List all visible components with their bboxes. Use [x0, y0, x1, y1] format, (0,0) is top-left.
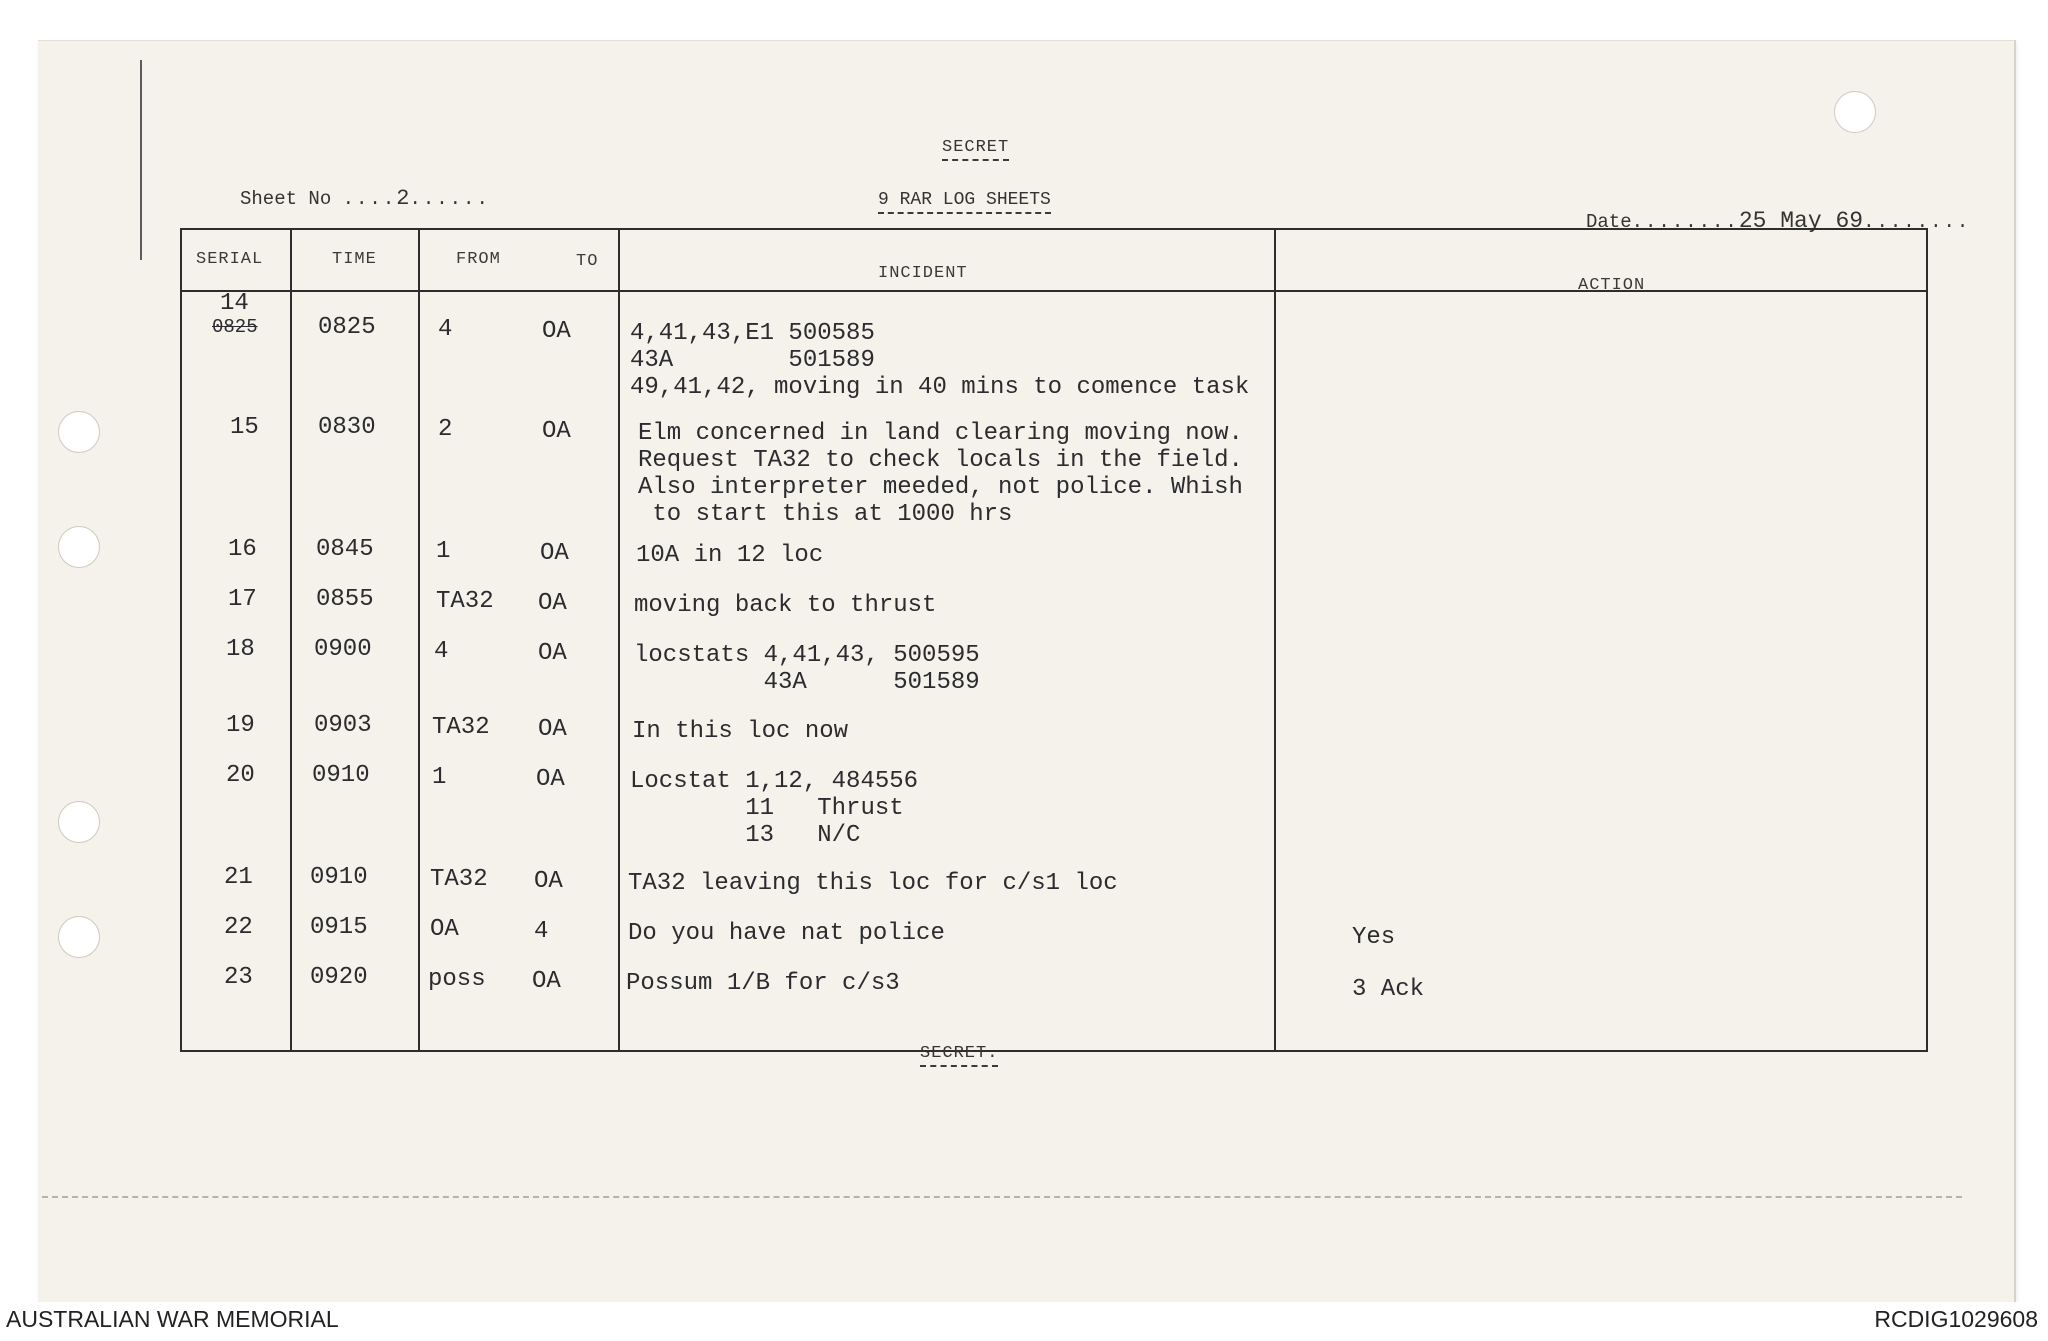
incident-cell: 4,41,43,E1 500585 43A 501589 49,41,42, moving in 40 mins to comence task — [630, 320, 1250, 401]
from-cell: poss — [428, 966, 486, 993]
incident-cell: Elm concerned in land clearing moving now. Request TA32 to check locals in the field. Also interpreter meeded, not police. Whish to start this at 1000 hrs — [638, 420, 1243, 528]
serial-cell: 15 — [230, 414, 259, 441]
col-incident: INCIDENT — [878, 264, 968, 283]
time-cell: 0855 — [316, 586, 374, 613]
punch-hole — [58, 411, 100, 453]
serial-cell: 18 — [226, 636, 255, 663]
struck-serial: 0825 — [212, 316, 258, 338]
sheet-value: 2 — [396, 186, 410, 211]
incident-cell: Do you have nat police — [628, 920, 945, 947]
time-cell: 0920 — [310, 964, 368, 991]
from-cell: TA32 — [430, 866, 488, 893]
to-cell: 4 — [534, 918, 549, 945]
archive-id: RCDIG1029608 — [1874, 1306, 2038, 1332]
from-cell: TA32 — [436, 588, 494, 615]
time-cell: 0825 — [318, 314, 376, 341]
time-cell: 0900 — [314, 636, 372, 663]
time-cell: 0845 — [316, 536, 374, 563]
classification-top: SECRET — [942, 138, 1009, 161]
serial-cell: 20 — [226, 762, 255, 789]
serial-cell: 16 — [228, 536, 257, 563]
log-table — [180, 228, 1928, 1052]
from-cell: 4 — [434, 638, 449, 665]
archive-credit: AUSTRALIAN WAR MEMORIAL — [6, 1306, 339, 1332]
to-cell: OA — [532, 968, 561, 995]
from-cell: 1 — [432, 764, 447, 791]
time-cell: 0830 — [318, 414, 376, 441]
col-to: TO — [576, 252, 599, 271]
col-from: FROM — [456, 250, 501, 269]
from-cell: 2 — [438, 416, 453, 443]
to-cell: OA — [540, 540, 569, 567]
punch-hole — [58, 916, 100, 958]
time-cell: 0915 — [310, 914, 368, 941]
sheet-number: Sheet No ....2...... — [240, 186, 490, 211]
serial-cell: 19 — [226, 712, 255, 739]
col-divider — [290, 230, 292, 1050]
col-divider — [418, 230, 420, 1050]
punch-hole — [58, 526, 100, 568]
time-cell: 0910 — [312, 762, 370, 789]
to-cell: OA — [542, 318, 571, 345]
time-cell: 0910 — [310, 864, 368, 891]
to-cell: OA — [538, 716, 567, 743]
from-cell: 1 — [436, 538, 451, 565]
from-cell: 4 — [438, 316, 453, 343]
sheet-label: Sheet No — [240, 188, 332, 210]
serial-cell: 21 — [224, 864, 253, 891]
classification-bottom: SECRET. — [920, 1044, 998, 1067]
date-value: 25 May 69 — [1738, 208, 1864, 234]
serial-cell: 22 — [224, 914, 253, 941]
action-cell: Yes — [1352, 924, 1396, 951]
action-cell: 3 Ack — [1352, 976, 1425, 1003]
from-cell: TA32 — [432, 714, 490, 741]
time-cell: 0903 — [314, 712, 372, 739]
col-time: TIME — [332, 250, 377, 269]
incident-cell: moving back to thrust — [634, 592, 937, 619]
col-serial: SERIAL — [196, 250, 264, 269]
col-action: ACTION — [1578, 276, 1646, 295]
serial-cell: 23 — [224, 964, 253, 991]
to-cell: OA — [538, 640, 567, 667]
to-cell: OA — [538, 590, 567, 617]
margin-rule — [140, 60, 142, 260]
incident-cell: 10A in 12 loc — [636, 542, 824, 569]
col-divider — [618, 230, 620, 1050]
to-cell: OA — [542, 418, 571, 445]
document-title: 9 RAR LOG SHEETS — [878, 190, 1051, 214]
to-cell: OA — [536, 766, 565, 793]
perforation-line — [42, 1196, 1962, 1198]
serial-cell: 17 — [228, 586, 257, 613]
incident-cell: locstats 4,41,43, 500595 43A 501589 — [634, 642, 980, 696]
punch-hole — [1834, 91, 1876, 133]
date-label: Date — [1586, 211, 1632, 233]
incident-cell: Possum 1/B for c/s3 — [626, 970, 900, 997]
punch-hole — [58, 801, 100, 843]
sheet-date: Date........25 May 69........ — [1586, 208, 1971, 234]
incident-cell: TA32 leaving this loc for c/s1 loc — [628, 870, 1118, 897]
incident-cell: In this loc now — [632, 718, 849, 745]
incident-cell: Locstat 1,12, 484556 11 Thrust 13 N/C — [630, 768, 919, 849]
header-divider — [182, 290, 1926, 292]
col-divider — [1274, 230, 1276, 1050]
serial-cell: 14 — [220, 290, 249, 317]
from-cell: OA — [430, 916, 459, 943]
to-cell: OA — [534, 868, 563, 895]
